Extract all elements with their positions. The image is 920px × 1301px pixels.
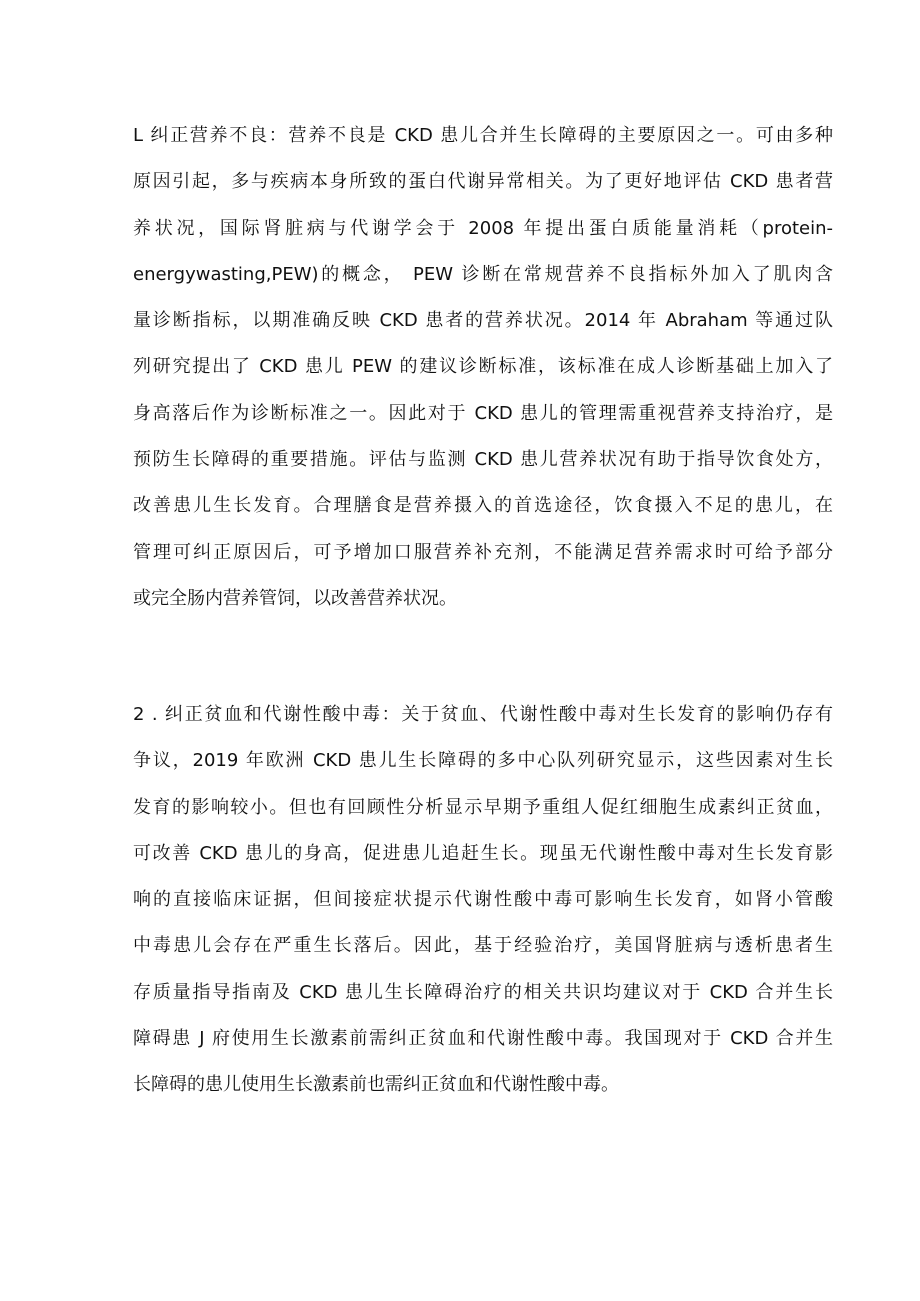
text-line-last: 长障碍的患儿使用生长激素前也需纠正贫血和代谢性酸中毒。 xyxy=(133,1074,619,1096)
text-line: 管理可纠正原因后，可予增加口服营养补充剂，不能满足营养需求时可给予部分 xyxy=(133,541,833,563)
text-line: 预防生长障碍的重要措施。评估与监测 CKD 患儿营养状况有助于指导饮食处方， xyxy=(133,449,833,471)
text-line: 列研究提出了 CKD 患儿 PEW 的建议诊断标准，该标准在成人诊断基础上加入了 xyxy=(133,356,833,378)
text-line: 养状况，国际肾脏病与代谢学会于 2008 年提出蛋白质能量消耗（protein- xyxy=(133,217,833,239)
text-line: 量诊断指标，以期准确反映 CKD 患者的营养状况。2014 年 Abraham 等通过队 xyxy=(133,310,833,332)
paragraph-anemia-acidosis xyxy=(133,692,833,1109)
text-line: 改善患儿生长发育。合理膳食是营养摄入的首选途径，饮食摄入不足的患儿，在 xyxy=(133,495,833,517)
text-line: 发育的影响较小。但也有回顾性分析显示早期予重组人促红细胞生成素纠正贫血， xyxy=(133,796,833,818)
text-line: 中毒患儿会存在严重生长落后。因此，基于经验治疗，美国肾脏病与透析患者生 xyxy=(133,935,833,957)
text-line: L 纠正营养不良：营养不良是 CKD 患儿合并生长障碍的主要原因之一。可由多种 xyxy=(133,125,833,146)
text-line: 2 . 纠正贫血和代谢性酸中毒：关于贫血、代谢性酸中毒对生长发育的影响仍存有 xyxy=(133,704,833,725)
text-line: 身高落后作为诊断标准之一。因此对于 CKD 患儿的管理需重视营养支持治疗，是 xyxy=(133,402,833,424)
text-line-last: 或完全肠内营养管饲，以改善营养状况。 xyxy=(133,587,457,609)
text-line: energywasting,PEW)的概念， PEW 诊断在常规营养不良指标外加入了肌肉含 xyxy=(133,263,833,285)
text-line: 可改善 CKD 患儿的身高，促进患儿追赶生长。现虽无代谢性酸中毒对生长发育影 xyxy=(133,842,833,864)
text-line: 存质量指导指南及 CKD 患儿生长障碍治疗的相关共识均建议对于 CKD 合并生长 xyxy=(133,981,833,1003)
text-line: 原因引起，多与疾病本身所致的蛋白代谢异常相关。为了更好地评估 CKD 患者营 xyxy=(133,171,833,193)
text-line: 障碍患 J 府使用生长激素前需纠正贫血和代谢性酸中毒。我国现对于 CKD 合并生 xyxy=(133,1028,833,1050)
text-line: 响的直接临床证据，但间接症状提示代谢性酸中毒可影响生长发育，如肾小管酸 xyxy=(133,889,833,911)
paragraph-nutrition xyxy=(133,113,833,622)
text-line: 争议，2019 年欧洲 CKD 患儿生长障碍的多中心队列研究显示，这些因素对生长 xyxy=(133,750,833,772)
